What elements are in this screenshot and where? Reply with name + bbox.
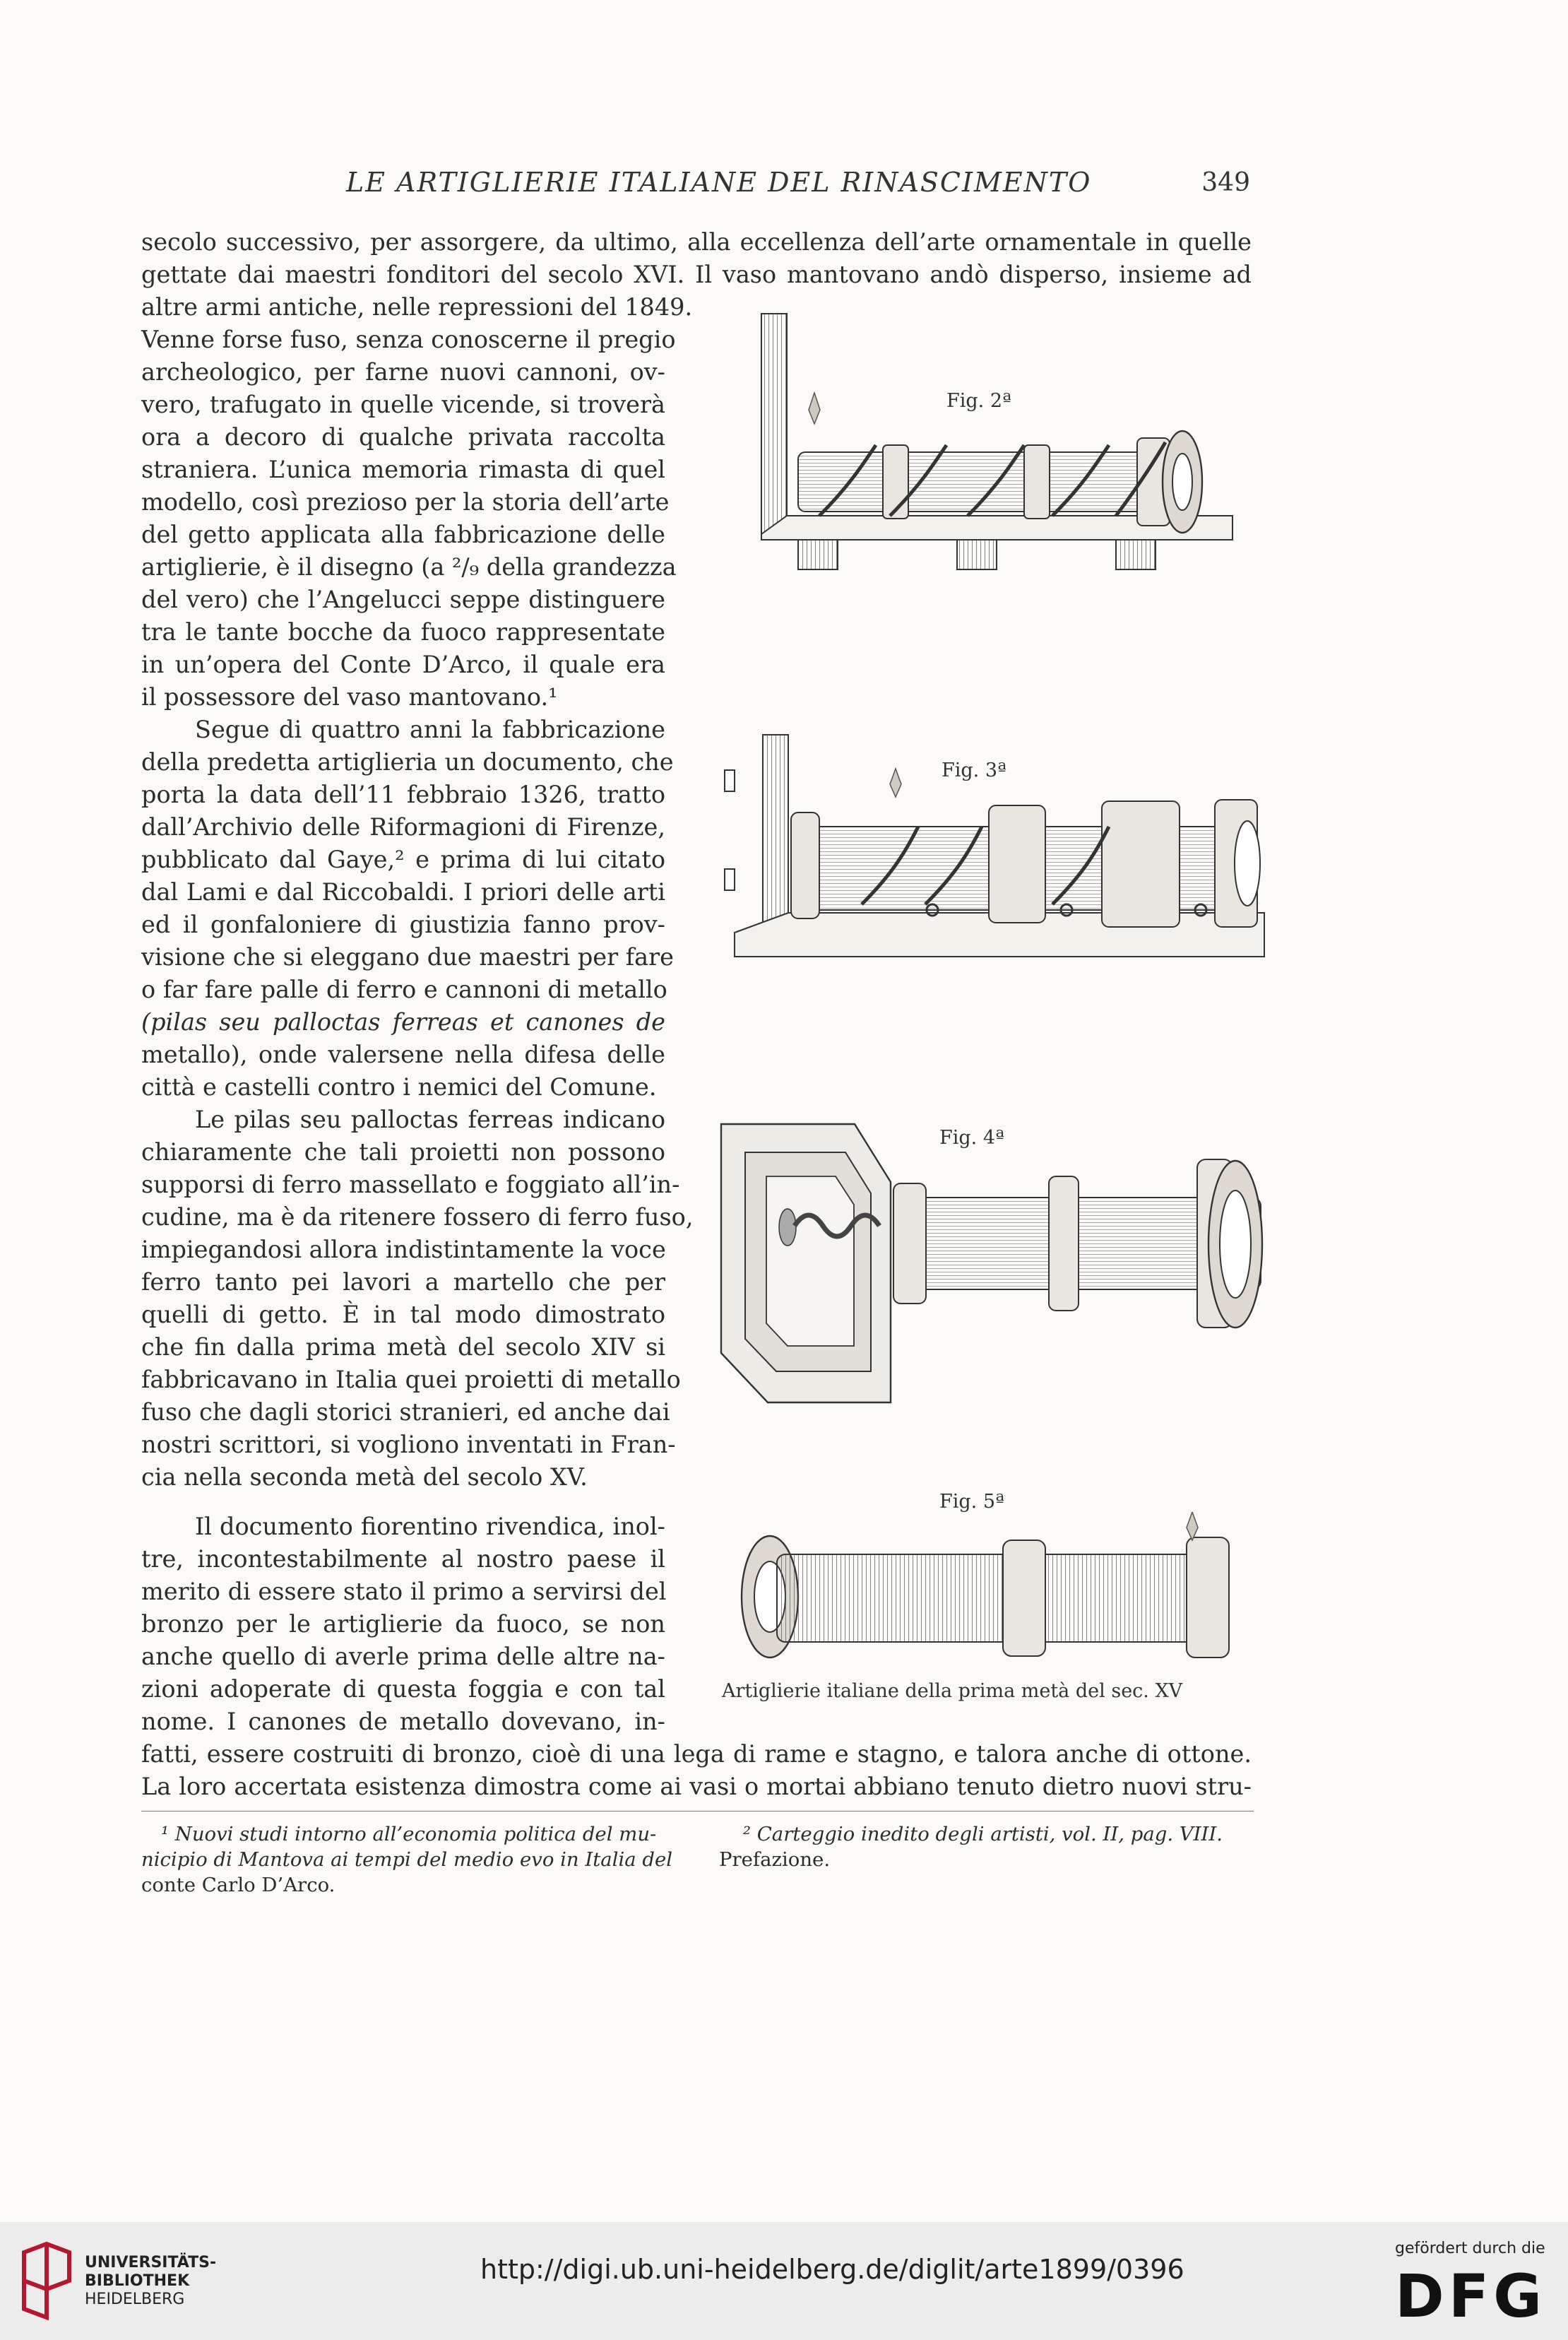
figure-label-fig4: Fig. 4ª xyxy=(939,1127,1004,1149)
body-line: (pilas seu palloctas ferreas et canones de xyxy=(141,1008,665,1036)
body-line: del vero) che l’Angelucci seppe distinguere xyxy=(141,586,665,613)
body-line: che fin dalla prima metà del secolo XIV si xyxy=(141,1333,665,1361)
body-line: merito di essere stato il primo a servirsi del xyxy=(141,1578,667,1605)
cannon-illustration-fig4 xyxy=(717,1120,1268,1410)
figure-label-fig5: Fig. 5ª xyxy=(939,1491,1004,1513)
body-line: cia nella seconda metà del secolo XV. xyxy=(141,1463,588,1491)
running-title: LE ARTIGLIERIE ITALIANE DEL RINASCIMENTO xyxy=(346,167,1092,198)
footnote-divider xyxy=(141,1811,1254,1812)
body-line: dall’Archivio delle Riformagioni di Firenze, xyxy=(141,813,665,841)
body-line: Segue di quattro anni la fabbricazione xyxy=(195,716,665,743)
body-line: secolo successivo, per assorgere, da ultimo, alla eccellenza dell’arte ornamentale in quelle xyxy=(141,228,1252,256)
page-header xyxy=(141,167,1257,209)
body-line: del getto applicata alla fabbricazione delle xyxy=(141,521,665,548)
body-line: della predetta artiglieria un documento, che xyxy=(141,748,674,776)
body-line: ferro tanto pei lavori a martello che per xyxy=(141,1268,665,1296)
body-line: nostri scrittori, si vogliono inventati in Fran- xyxy=(141,1431,676,1458)
body-line: nome. I canones de metallo dovevano, in- xyxy=(141,1708,665,1735)
figure-label-fig2: Fig. 2ª xyxy=(946,390,1011,412)
body-line: città e castelli contro i nemici del Comune. xyxy=(141,1073,657,1101)
body-line: modello, così prezioso per la storia dell’arte xyxy=(141,488,670,516)
library-logo-icon xyxy=(17,2238,76,2323)
body-line: fuso che dagli storici stranieri, ed anche dai xyxy=(141,1398,670,1426)
cannon-illustration-fig5 xyxy=(735,1512,1257,1667)
body-line: altre armi antiche, nelle repressioni del 1849. xyxy=(141,293,693,321)
body-line: visione che si eleggano due maestri per fare xyxy=(141,943,674,971)
library-name: UNIVERSITÄTS- BIBLIOTHEK HEIDELBERG xyxy=(85,2254,217,2308)
body-line: anche quello di averle prima delle altre na- xyxy=(141,1643,665,1670)
footnote-1: ¹ Nuovi studi intorno all’economia politica del mu- xyxy=(161,1823,657,1845)
body-line: pubblicato dal Gaye,² e prima di lui citato xyxy=(141,846,665,873)
body-line: fabbricavano in Italia quei proietti di metallo xyxy=(141,1366,681,1393)
funder-label: gefördert durch die xyxy=(1395,2240,1545,2257)
body-line: il possessore del vaso mantovano.¹ xyxy=(141,683,558,711)
body-line: ora a decoro di qualche privata raccolta xyxy=(141,423,665,451)
page-number: 349 xyxy=(1201,168,1250,197)
footnote-1: conte Carlo D’Arco. xyxy=(141,1874,335,1896)
body-line: impiegandosi allora indistintamente la voce xyxy=(141,1236,666,1263)
body-line: metallo), onde valersene nella difesa delle xyxy=(141,1041,665,1068)
body-line: in un’opera del Conte D’Arco, il quale era xyxy=(141,651,665,678)
body-line: zioni adoperate di questa foggia e con tal xyxy=(141,1675,665,1703)
footnote-2: ² Carteggio inedito degli artisti, vol. II, pag. VIII. xyxy=(743,1823,1223,1845)
body-line: Il documento fiorentino rivendica, inol- xyxy=(195,1513,665,1540)
body-line: straniera. L’unica memoria rimasta di quel xyxy=(141,456,665,483)
body-line: fatti, essere costruiti di bronzo, cioè di una lega di rame e stagno, e talora anche di ottone. xyxy=(141,1740,1252,1768)
body-line: porta la data dell’11 febbraio 1326, tratto xyxy=(141,781,665,808)
footnote-1: nicipio di Mantova ai tempi del medio evo in Italia del xyxy=(141,1848,673,1871)
body-line: Venne forse fuso, senza conoscerne il pregio xyxy=(141,326,676,353)
body-line: cudine, ma è da ritenere fossero di ferro fuso, xyxy=(141,1203,694,1231)
figure-caption: Artiglierie italiane della prima metà del sec. XV xyxy=(722,1680,1183,1702)
body-line: chiaramente che tali proietti non possono xyxy=(141,1138,665,1166)
body-line: archeologico, per farne nuovi cannoni, ov- xyxy=(141,358,665,386)
body-line: bronzo per le artiglierie da fuoco, se non xyxy=(141,1610,665,1638)
body-line: vero, trafugato in quelle vicende, si troverà xyxy=(141,391,665,418)
body-line: quelli di getto. È in tal modo dimostrato xyxy=(141,1301,665,1328)
body-line: Le pilas seu palloctas ferreas indicano xyxy=(195,1106,665,1133)
body-line: tre, incontestabilmente al nostro paese il xyxy=(141,1545,665,1573)
body-line: gettate dai maestri fonditori del secolo XVI. Il vaso mantovano andò disperso, insieme ad xyxy=(141,261,1252,288)
figure-label-fig3: Fig. 3ª xyxy=(942,760,1006,781)
dfg-logo: DFG xyxy=(1395,2262,1547,2331)
footnote-2: Prefazione. xyxy=(719,1848,831,1871)
body-line: o far fare palle di ferro e cannoni di metallo xyxy=(141,976,667,1003)
body-line: La loro accertata esistenza dimostra come ai vasi o mortai abbiano tenuto dietro nuovi stru- xyxy=(141,1773,1252,1800)
body-line: ed il gonfaloniere di giustizia fanno prov- xyxy=(141,911,665,938)
body-line: artiglierie, è il disegno (a ²/₉ della grandezza xyxy=(141,553,677,581)
body-line: supporsi di ferro massellato e foggiato all’in- xyxy=(141,1171,680,1198)
body-line: dal Lami e dal Riccobaldi. I priori delle arti xyxy=(141,878,665,906)
source-url[interactable]: http://digi.ub.uni-heidelberg.de/diglit/arte1899/0396 xyxy=(480,2254,1184,2285)
cannon-illustration-fig2 xyxy=(713,304,1250,601)
body-line: tra le tante bocche da fuoco rappresentate xyxy=(141,618,665,646)
